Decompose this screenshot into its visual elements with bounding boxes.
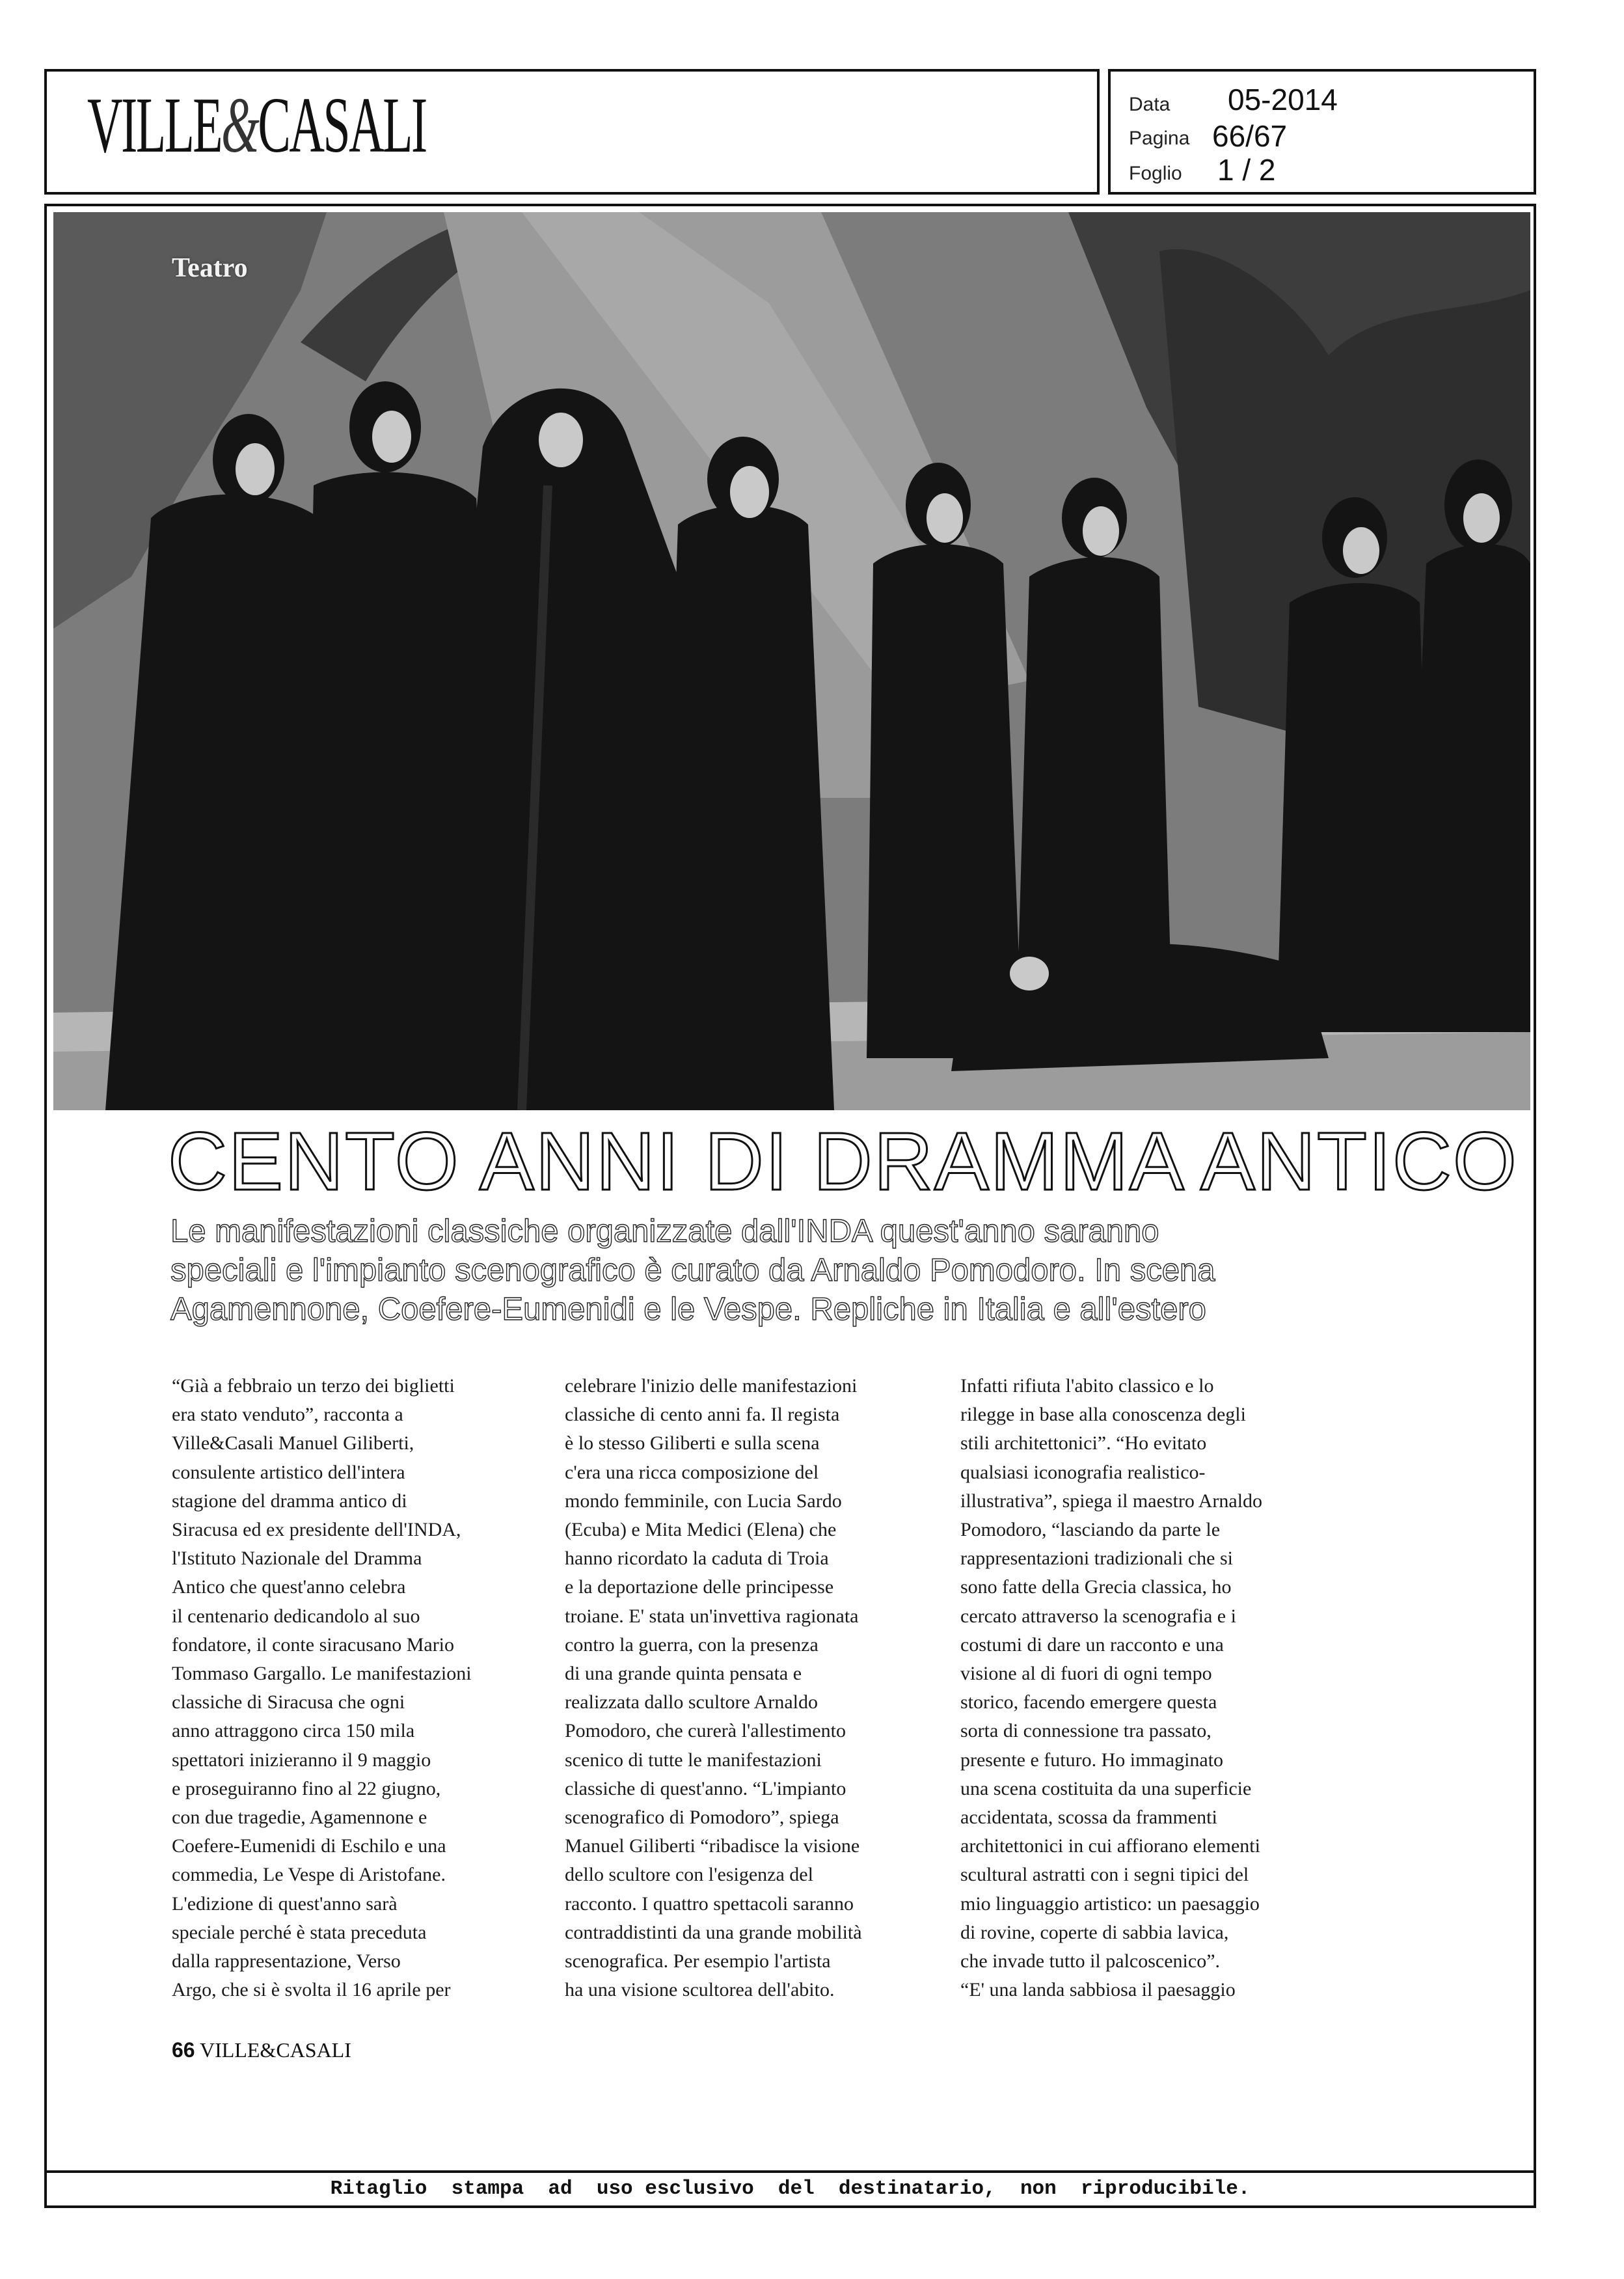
body-column-1	[172, 1372, 472, 2004]
body-line: scenico di tutte le manifestazioni	[565, 1749, 822, 1771]
clipping-meta-box: Data 05-2014 Pagina 66/67 Foglio 1 / 2	[1108, 69, 1536, 195]
body-line: racconto. I quattro spettacoli saranno	[565, 1892, 854, 1915]
body-line: contro la guerra, con la presenza	[565, 1633, 819, 1656]
masthead-logo-box	[44, 69, 1100, 195]
body-line: è lo stesso Giliberti e sulla scena	[565, 1432, 820, 1454]
body-line: visione al di fuori di ogni tempo	[960, 1663, 1212, 1685]
standfirst	[170, 1212, 1446, 1329]
body-line: Siracusa ed ex presidente dell'INDA,	[172, 1519, 461, 1541]
body-line: mio linguaggio artistico: un paesaggio	[960, 1892, 1260, 1915]
body-line: stagione del dramma antico di	[172, 1490, 407, 1512]
body-line: e la deportazione delle principesse	[565, 1576, 834, 1598]
body-line: Infatti rifiuta l'abito classico e lo	[960, 1375, 1214, 1397]
body-line: mondo femminile, con Lucia Sardo	[565, 1490, 842, 1512]
page-number: 66	[172, 2038, 195, 2062]
body-column-3	[960, 1372, 1262, 2004]
body-line: era stato venduto”, racconta a	[172, 1404, 403, 1426]
body-line: dalla rappresentazione, Verso	[172, 1950, 401, 1972]
body-line: qualsiasi iconografia realistico-	[960, 1461, 1206, 1483]
body-line: troiane. E' stata un'invettiva ragionata	[565, 1605, 859, 1627]
body-line: una scena costituita da una superficie	[960, 1777, 1252, 1799]
body-line: realizzata dallo scultore Arnaldo	[565, 1691, 818, 1713]
headline: CENTO ANNI DI DRAMMA ANTICO	[168, 1115, 1518, 1207]
body-line: Pomodoro, che curerà l'allestimento	[565, 1720, 846, 1742]
body-line: scenografica. Per esempio l'artista	[565, 1950, 831, 1972]
body-line: c'era una ricca composizione del	[565, 1461, 819, 1483]
body-line: (Ecuba) e Mita Medici (Elena) che	[565, 1519, 837, 1541]
body-line: presente e futuro. Ho immaginato	[960, 1749, 1224, 1771]
body-line: architettonici in cui affiorano elementi	[960, 1835, 1260, 1857]
standfirst-line: speciali e l'impianto scenografico è curato da Arnaldo Pomodoro. In scena	[170, 1253, 1215, 1288]
chorus-photo-illustration	[53, 212, 1530, 1110]
body-line: Tommaso Gargallo. Le manifestazioni	[172, 1663, 472, 1685]
body-line: Pomodoro, “lasciando da parte le	[960, 1519, 1221, 1541]
body-line: Argo, che si è svolta il 16 aprile per	[172, 1979, 451, 2001]
publication-logo: VILLE&CASALI	[87, 81, 426, 169]
body-line: classiche di Siracusa che ogni	[172, 1691, 405, 1713]
body-line: ha una visione scultorea dell'abito.	[565, 1979, 835, 2001]
page-footer	[172, 2038, 351, 2062]
body-line: sono fatte della Grecia classica, ho	[960, 1576, 1232, 1598]
body-line: rilegge in base alla conoscenza degli	[960, 1404, 1246, 1426]
body-line: “Già a febbraio un terzo dei biglietti	[172, 1375, 455, 1397]
body-line: e proseguiranno fino al 22 giugno,	[172, 1777, 441, 1799]
body-line: Manuel Giliberti “ribadisce la visione	[565, 1835, 860, 1857]
body-line: dello scultore con l'esigenza del	[565, 1864, 813, 1886]
body-line: accidentata, scossa da frammenti	[960, 1807, 1217, 1829]
clipping-notice: Ritaglio stampa ad uso esclusivo del destinatario, non riproducibile.	[44, 2170, 1536, 2208]
section-tag: Teatro	[172, 253, 248, 283]
body-column-2	[565, 1372, 862, 2004]
body-line: scenografico di Pomodoro”, spiega	[565, 1807, 839, 1829]
body-line: L'edizione di quest'anno sarà	[172, 1892, 398, 1915]
body-line: classiche di cento anni fa. Il regista	[565, 1404, 840, 1426]
body-line: storico, facendo emergere questa	[960, 1691, 1217, 1713]
body-line: classiche di quest'anno. “L'impianto	[565, 1777, 846, 1799]
body-line: Coefere-Eumenidi di Eschilo e una	[172, 1835, 446, 1857]
body-line: illustrativa”, spiega il maestro Arnaldo	[960, 1490, 1263, 1512]
body-line: spettatori inizieranno il 9 maggio	[172, 1749, 431, 1771]
body-line: di una grande quinta pensata e	[565, 1663, 802, 1685]
standfirst-line: Agamennone, Coefere-Eumenidi e le Vespe. Repliche in Italia e all'estero	[170, 1292, 1206, 1327]
body-line: Antico che quest'anno celebra	[172, 1576, 406, 1598]
body-line: anno attraggono circa 150 mila	[172, 1720, 415, 1742]
body-line: Ville&Casali Manuel Giliberti,	[172, 1432, 414, 1454]
body-line: costumi di dare un racconto e una	[960, 1633, 1224, 1656]
body-line: scultural astratti con i segni tipici del	[960, 1864, 1249, 1886]
body-line: che invade tutto il palcoscenico”.	[960, 1950, 1221, 1972]
body-line: contraddistinti da una grande mobilità	[565, 1921, 862, 1943]
body-line: l'Istituto Nazionale del Dramma	[172, 1548, 422, 1570]
stage-photo	[53, 212, 1530, 1110]
body-line: commedia, Le Vespe di Aristofane.	[172, 1864, 446, 1886]
body-line: speciale perché è stata preceduta	[172, 1921, 427, 1943]
body-line: cercato attraverso la scenografia e i	[960, 1605, 1236, 1627]
body-line: celebrare l'inizio delle manifestazioni	[565, 1375, 858, 1397]
body-line: il centenario dedicandolo al suo	[172, 1605, 420, 1627]
body-line: di rovine, coperte di sabbia lavica,	[960, 1921, 1229, 1943]
standfirst-line: Le manifestazioni classiche organizzate dall'INDA quest'anno saranno	[170, 1214, 1159, 1249]
body-line: rappresentazioni tradizionali che si	[960, 1548, 1233, 1570]
body-line: sorta di connessione tra passato,	[960, 1720, 1211, 1742]
footer-publication: VILLE&CASALI	[200, 2038, 351, 2062]
body-line: consulente artistico dell'intera	[172, 1461, 405, 1483]
body-line: hanno ricordato la caduta di Troia	[565, 1548, 829, 1570]
body-line: con due tragedie, Agamennone e	[172, 1807, 427, 1829]
body-line: stili architettonici”. “Ho evitato	[960, 1432, 1207, 1454]
body-line: fondatore, il conte siracusano Mario	[172, 1633, 455, 1656]
body-line: “E' una landa sabbiosa il paesaggio	[960, 1979, 1236, 2001]
